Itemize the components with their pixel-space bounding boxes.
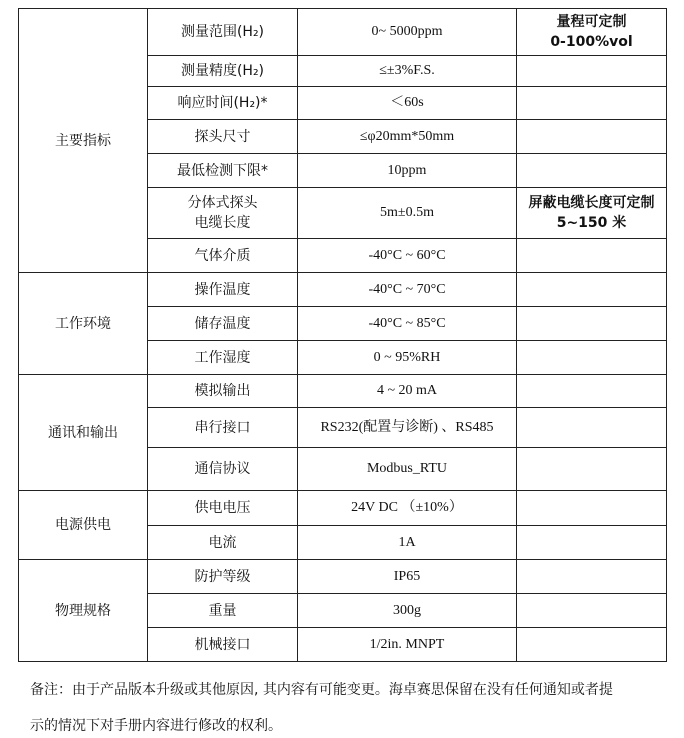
note-cell bbox=[517, 56, 667, 87]
table-row bbox=[19, 491, 667, 526]
note-cell bbox=[517, 239, 667, 273]
note-cell bbox=[517, 408, 667, 448]
param-cell: 响应时间(H₂)* bbox=[148, 87, 298, 120]
note-line: 5~150 米 bbox=[556, 215, 627, 231]
category-cell: 通讯和输出 bbox=[19, 375, 148, 491]
note-cell bbox=[517, 9, 667, 56]
value-cell: 0 ~ 95%RH bbox=[298, 341, 517, 375]
value-cell: 1A bbox=[298, 526, 517, 560]
param-cell: 储存温度 bbox=[148, 307, 298, 341]
param-line: 分体式探头 bbox=[187, 195, 258, 211]
note-cell bbox=[517, 526, 667, 560]
note-cell bbox=[517, 154, 667, 188]
param-cell: 通信协议 bbox=[148, 448, 298, 491]
value-cell: 4 ~ 20 mA bbox=[298, 375, 517, 408]
param-cell: 机械接口 bbox=[148, 628, 298, 662]
param-line: 电缆长度 bbox=[194, 215, 251, 231]
note-cell bbox=[517, 87, 667, 120]
category-cell: 主要指标 bbox=[19, 9, 148, 273]
param-cell: 气体介质 bbox=[148, 239, 298, 273]
footnote-line-2: 示的情况下对手册内容进行修改的权利。 bbox=[30, 718, 282, 734]
note-cell bbox=[517, 341, 667, 375]
value-cell: 10ppm bbox=[298, 154, 517, 188]
value-cell: 300g bbox=[298, 594, 517, 628]
value-cell: IP65 bbox=[298, 560, 517, 594]
note-line: 0-100%vol bbox=[550, 34, 633, 50]
value-cell: -40°C ~ 60°C bbox=[298, 239, 517, 273]
value-cell: -40°C ~ 70°C bbox=[298, 273, 517, 307]
note-cell bbox=[517, 448, 667, 491]
category-cell: 工作环境 bbox=[19, 273, 148, 375]
param-cell: 模拟输出 bbox=[148, 375, 298, 408]
note-cell bbox=[517, 491, 667, 526]
table-row bbox=[19, 560, 667, 594]
table-row bbox=[19, 273, 667, 307]
note-cell bbox=[517, 120, 667, 154]
note-cell bbox=[517, 188, 667, 239]
spec-table bbox=[18, 8, 667, 662]
param-cell: 探头尺寸 bbox=[148, 120, 298, 154]
note-cell bbox=[517, 375, 667, 408]
param-cell: 最低检测下限* bbox=[148, 154, 298, 188]
note-line: 量程可定制 bbox=[556, 14, 627, 30]
value-cell: 5m±0.5m bbox=[298, 188, 517, 239]
param-cell: 防护等级 bbox=[148, 560, 298, 594]
table-row bbox=[19, 375, 667, 408]
note-cell bbox=[517, 560, 667, 594]
param-cell: 测量范围(H₂) bbox=[148, 9, 298, 56]
param-cell: 测量精度(H₂) bbox=[148, 56, 298, 87]
value-cell: ＜60s bbox=[298, 87, 517, 120]
value-cell: 0~ 5000ppm bbox=[298, 9, 517, 56]
value-cell: 24V DC （±10%） bbox=[298, 491, 517, 526]
note-cell bbox=[517, 594, 667, 628]
param-cell: 操作温度 bbox=[148, 273, 298, 307]
value-cell: ≤±3%F.S. bbox=[298, 56, 517, 87]
param-cell bbox=[148, 188, 298, 239]
value-cell: -40°C ~ 85°C bbox=[298, 307, 517, 341]
note-cell bbox=[517, 307, 667, 341]
value-cell: ≤φ20mm*50mm bbox=[298, 120, 517, 154]
param-cell: 串行接口 bbox=[148, 408, 298, 448]
param-cell: 电流 bbox=[148, 526, 298, 560]
value-cell: Modbus_RTU bbox=[298, 448, 517, 491]
value-cell: 1/2in. MNPT bbox=[298, 628, 517, 662]
note-cell bbox=[517, 628, 667, 662]
param-cell: 工作湿度 bbox=[148, 341, 298, 375]
value-cell: RS232(配置与诊断) 、RS485 bbox=[298, 408, 517, 448]
param-cell: 重量 bbox=[148, 594, 298, 628]
note-line: 屏蔽电缆长度可定制 bbox=[528, 195, 655, 211]
note-cell bbox=[517, 273, 667, 307]
param-cell: 供电电压 bbox=[148, 491, 298, 526]
category-cell: 物理规格 bbox=[19, 560, 148, 662]
footnote-line-1: 备注：由于产品版本升级或其他原因, 其内容有可能变更。海卓赛思保留在没有任何通知或者提 bbox=[30, 682, 613, 698]
table-row bbox=[19, 9, 667, 56]
category-cell: 电源供电 bbox=[19, 491, 148, 560]
